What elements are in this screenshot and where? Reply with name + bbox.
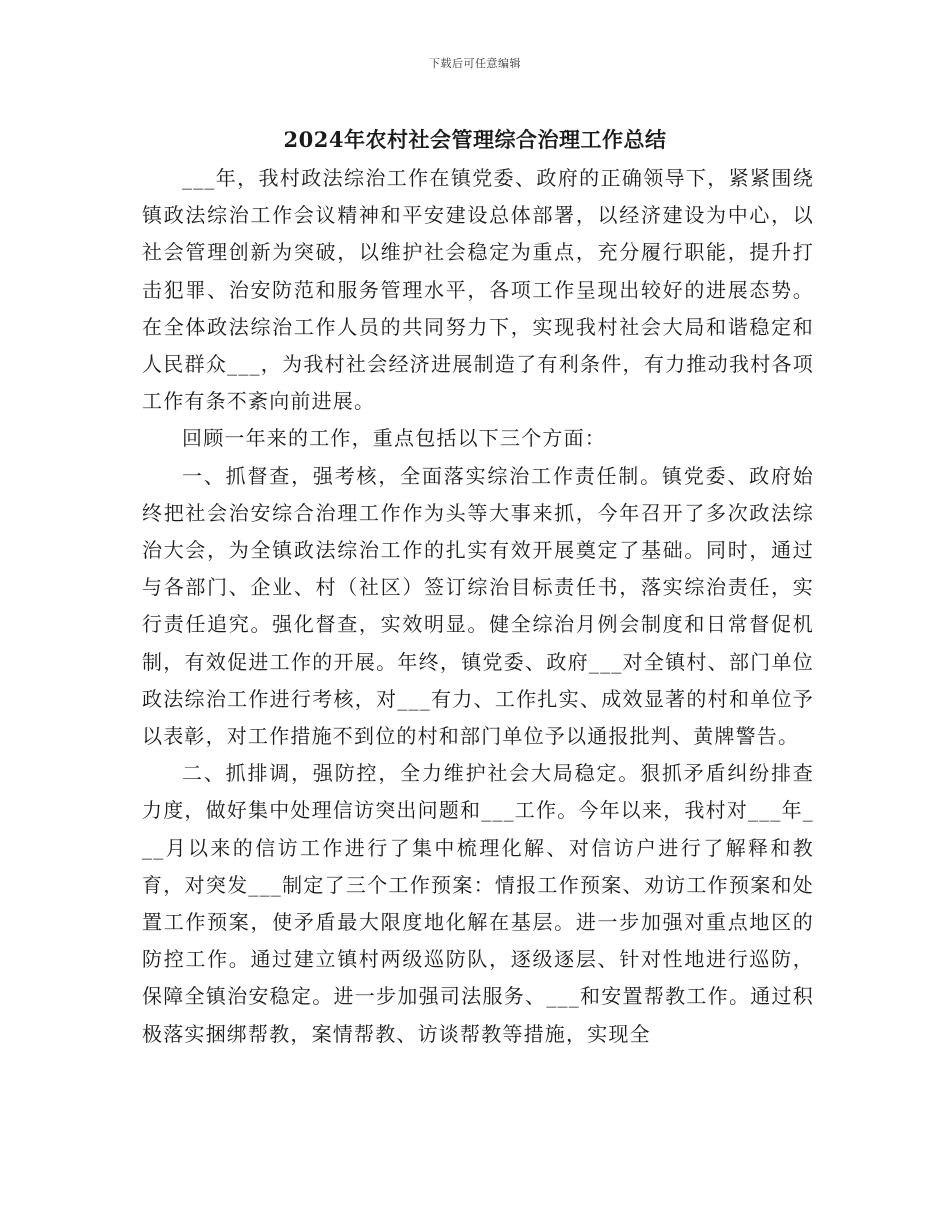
document-title: 2024年农村社会管理综合治理工作总结: [283, 127, 667, 152]
page-header-note: 下载后可任意编辑: [429, 57, 521, 70]
document-body: [142, 160, 814, 1053]
paragraph-intro: ___年，我村政法综治工作在镇党委、政府的正确领导下，紧紧围绕镇政法综治工作会议精神和平安建设总体部署，以经济建设为中心，以社会管理创新为突破，以维护社会稳定为重点，充分履行职能，提升打击犯罪、治安防范和服务管理水平，各项工作呈现出较好的进展态势。在全体政法综治工作人员的共同努力下，实现我村社会大局和谐稳定和人民群众___，为我村社会经济进展制造了有利条件，有力推动我村各项工作有条不紊向前进展。: [142, 166, 814, 414]
paragraph-section-1: 一、抓督查，强考核，全面落实综治工作责任制。镇党委、政府始终把社会治安综合治理工作作为头等大事来抓，今年召开了多次政法综治大会，为全镇政法综治工作的扎实有效开展奠定了基础。同时，通过与各部门、企业、村（社区）签订综治目标责任书，落实综治责任，实行责任追究。强化督查，实效明显。健全综治月例会制度和日常督促机制，有效促进工作的开展。年终，镇党委、政府___对全镇村、部门单位政法综治工作进行考核，对___有力、工作扎实、成效显著的村和单位予以表彰，对工作措施不到位的村和部门单位予以通报批判、黄牌警告。: [142, 463, 814, 749]
paragraph-review: 回顾一年来的工作，重点包括以下三个方面：: [182, 426, 606, 451]
paragraph-section-2: 二、抓排调，强防控，全力维护社会大局稳定。狠抓矛盾纠纷排查力度，做好集中处理信访突出问题和___工作。今年以来，我村对___年___月以来的信访工作进行了集中梳理化解、对信访户进行了解释和教育，对突发___制定了三个工作预案：情报工作预案、劝访工作预案和处置工作预案，使矛盾最大限度地化解在基层。进一步加强对重点地区的防控工作。通过建立镇村两级巡防队，逐级逐层、针对性地进行巡防，保障全镇治安稳定。进一步加强司法服务、___和安置帮教工作。通过积极落实捆绑帮教，案情帮教、访谈帮教等措施，实现全: [142, 761, 814, 1046]
